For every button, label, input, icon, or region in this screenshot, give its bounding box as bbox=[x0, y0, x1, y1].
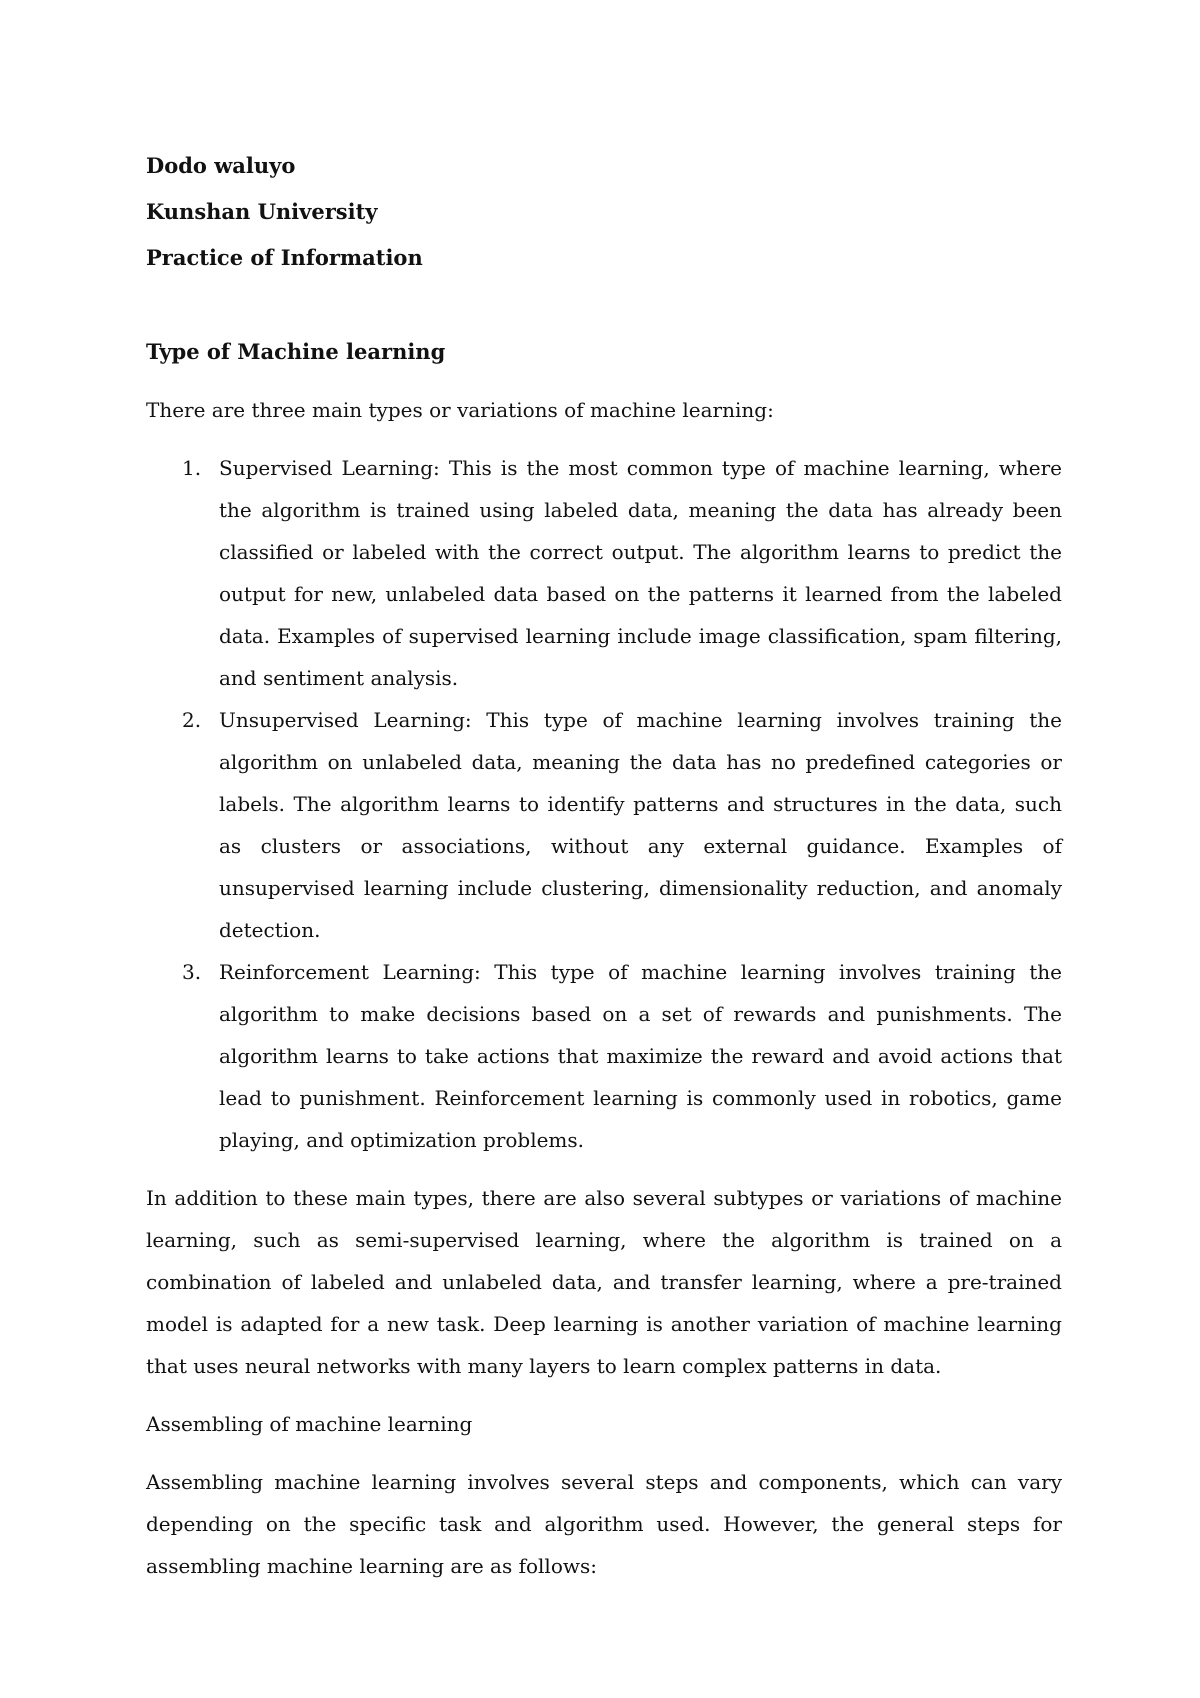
university-name: Kunshan University bbox=[146, 199, 378, 224]
list-number: 3. bbox=[182, 960, 202, 984]
additional-paragraph: In addition to these main types, there are also several subtypes or variations of machine learning, such as semi-supervised learning, where the algorithm is trained on a combination of labeled and unlabeled data, and transfer learning, where a pre-trained model is adapted for a new task. Deep learning is another variation of machine learning that uses neural networks with many layers to learn complex patterns in data. bbox=[146, 1186, 1062, 1378]
author-name: Dodo waluyo bbox=[146, 153, 296, 178]
list-item-text: Reinforcement Learning: This type of machine learning involves training the algorithm to make decisions based on a set of rewards and punishments. The algorithm learns to take actions that maximize the reward and avoid actions that lead to punishment. Reinforcement learning is commonly used in robotics, game playing, and optimization problems. bbox=[219, 960, 1062, 1152]
list-number: 2. bbox=[182, 708, 202, 732]
list-item bbox=[146, 447, 1062, 699]
list-item-text: Unsupervised Learning: This type of machine learning involves training the algorithm on unlabeled data, meaning the data has no predefined categories or labels. The algorithm learns to identify patterns and structures in the data, such as clusters or associations, without any external guidance. Examples of unsupervised learning include clustering, dimensionality reduction, and anomaly detection. bbox=[219, 708, 1062, 942]
document-body bbox=[146, 145, 1062, 1603]
list-item bbox=[146, 951, 1062, 1161]
assembling-heading: Assembling of machine learning bbox=[146, 1412, 473, 1436]
ml-types-list bbox=[146, 447, 1062, 1161]
section-title: Type of Machine learning bbox=[146, 339, 446, 364]
assembling-paragraph: Assembling machine learning involves several steps and components, which can vary depending on the specific task and algorithm used. However, the general steps for assembling machine learning are as follows: bbox=[146, 1470, 1062, 1578]
list-number: 1. bbox=[182, 456, 202, 480]
list-item bbox=[146, 699, 1062, 951]
course-name: Practice of Information bbox=[146, 245, 423, 270]
list-item-text: Supervised Learning: This is the most common type of machine learning, where the algorithm is trained using labeled data, meaning the data has already been classified or labeled with the correct output. The algorithm learns to predict the output for new, unlabeled data based on the patterns it learned from the labeled data. Examples of supervised learning include image classification, spam filtering, and sentiment analysis. bbox=[219, 456, 1062, 690]
intro-paragraph: There are three main types or variations of machine learning: bbox=[146, 398, 774, 422]
